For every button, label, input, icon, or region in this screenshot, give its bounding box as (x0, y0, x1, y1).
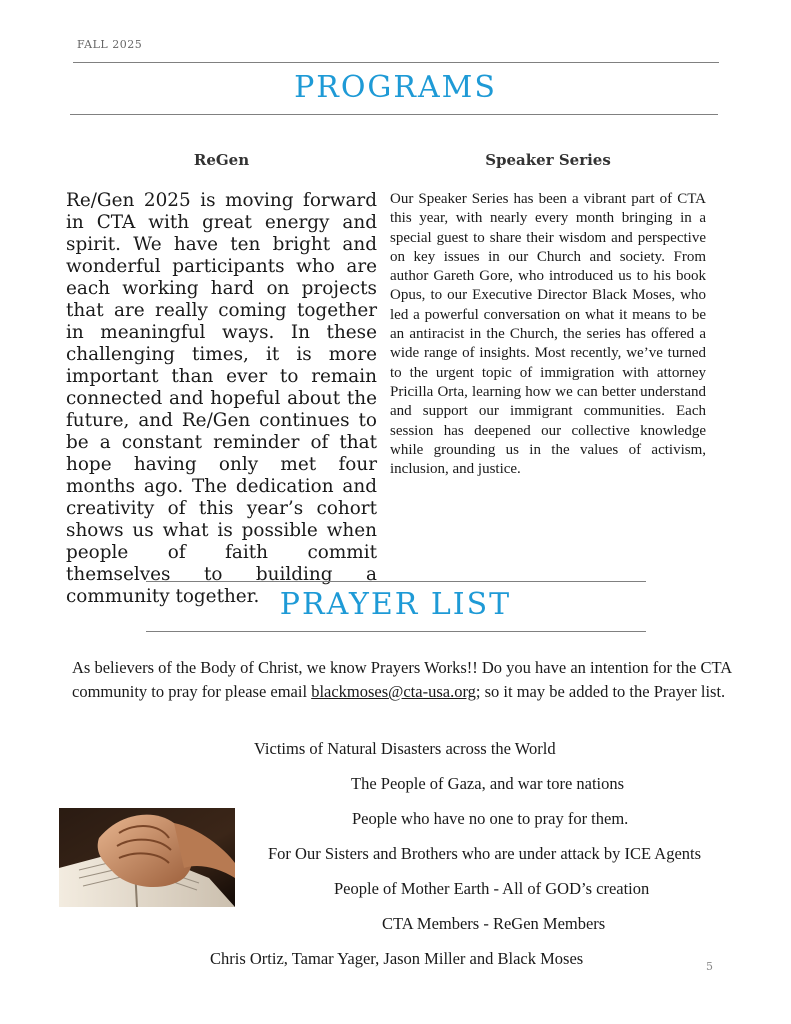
header-rule (73, 62, 719, 63)
page-number: 5 (706, 960, 713, 973)
prayer-intro-text: As believers of the Body of Christ, we know Prayers Works!! Do you have an intention for the CTA community to pray for please email (72, 658, 732, 701)
prayer-item: People who have no one to pray for them. (352, 809, 629, 828)
prayer-top-rule (146, 581, 646, 582)
prayer-bottom-rule (146, 631, 646, 632)
prayer-item: CTA Members - ReGen Members (382, 914, 606, 933)
regen-body: Re/Gen 2025 is moving forward in CTA with great energy and spirit. We have ten bright and wonderful participants who are each working hard on projects that are really coming together in meaningful ways. In these challenging times, it is more important than ever to remain connected and hopeful about the future, and Re/Gen continues to be a constant reminder of that hope having only met four months ago. The dedication and creativity of this year’s cohort shows us what is possible when people of faith commit themselves to building a community together. (66, 190, 377, 607)
prayer-intro-text-end: ; so it may be added to the Prayer list. (475, 682, 726, 701)
programs-title-rule (70, 114, 718, 115)
praying-hands-photo (59, 808, 235, 907)
speaker-series-heading: Speaker Series (485, 151, 611, 169)
issue-label: FALL 2025 (77, 38, 143, 51)
prayer-item: People of Mother Earth - All of GOD’s creation (334, 879, 650, 898)
programs-title: PROGRAMS (294, 70, 497, 105)
prayer-item: Chris Ortiz, Tamar Yager, Jason Miller and Black Moses (210, 949, 584, 968)
regen-heading: ReGen (193, 151, 250, 169)
prayer-item: Victims of Natural Disasters across the World (254, 739, 556, 758)
prayer-item: For Our Sisters and Brothers who are under attack by ICE Agents (268, 844, 702, 863)
prayer-intro (72, 656, 762, 704)
prayer-item: The People of Gaza, and war tore nations (351, 774, 625, 793)
speaker-series-body: Our Speaker Series has been a vibrant part of CTA this year, with nearly every month bringing in a special guest to share their wisdom and perspective on key issues in our Church and society. From author Gareth Gore, who introduced us to his book Opus, to our Executive Director Black Moses, who led a powerful conversation on what it means to be an antiracist in the Church, the series has offered a wide range of insights. Most recently, we’ve turned to the urgent topic of immigration with attorney Pricilla Orta, learning how we can better understand and support our immigrant communities. Each session has deepened our collective knowledge while grounding us in the values of activism, inclusion, and justice. (390, 191, 706, 478)
prayer-email-link[interactable]: blackmoses@cta-usa.org (311, 682, 476, 701)
prayer-list-title: PRAYER LIST (279, 587, 512, 622)
